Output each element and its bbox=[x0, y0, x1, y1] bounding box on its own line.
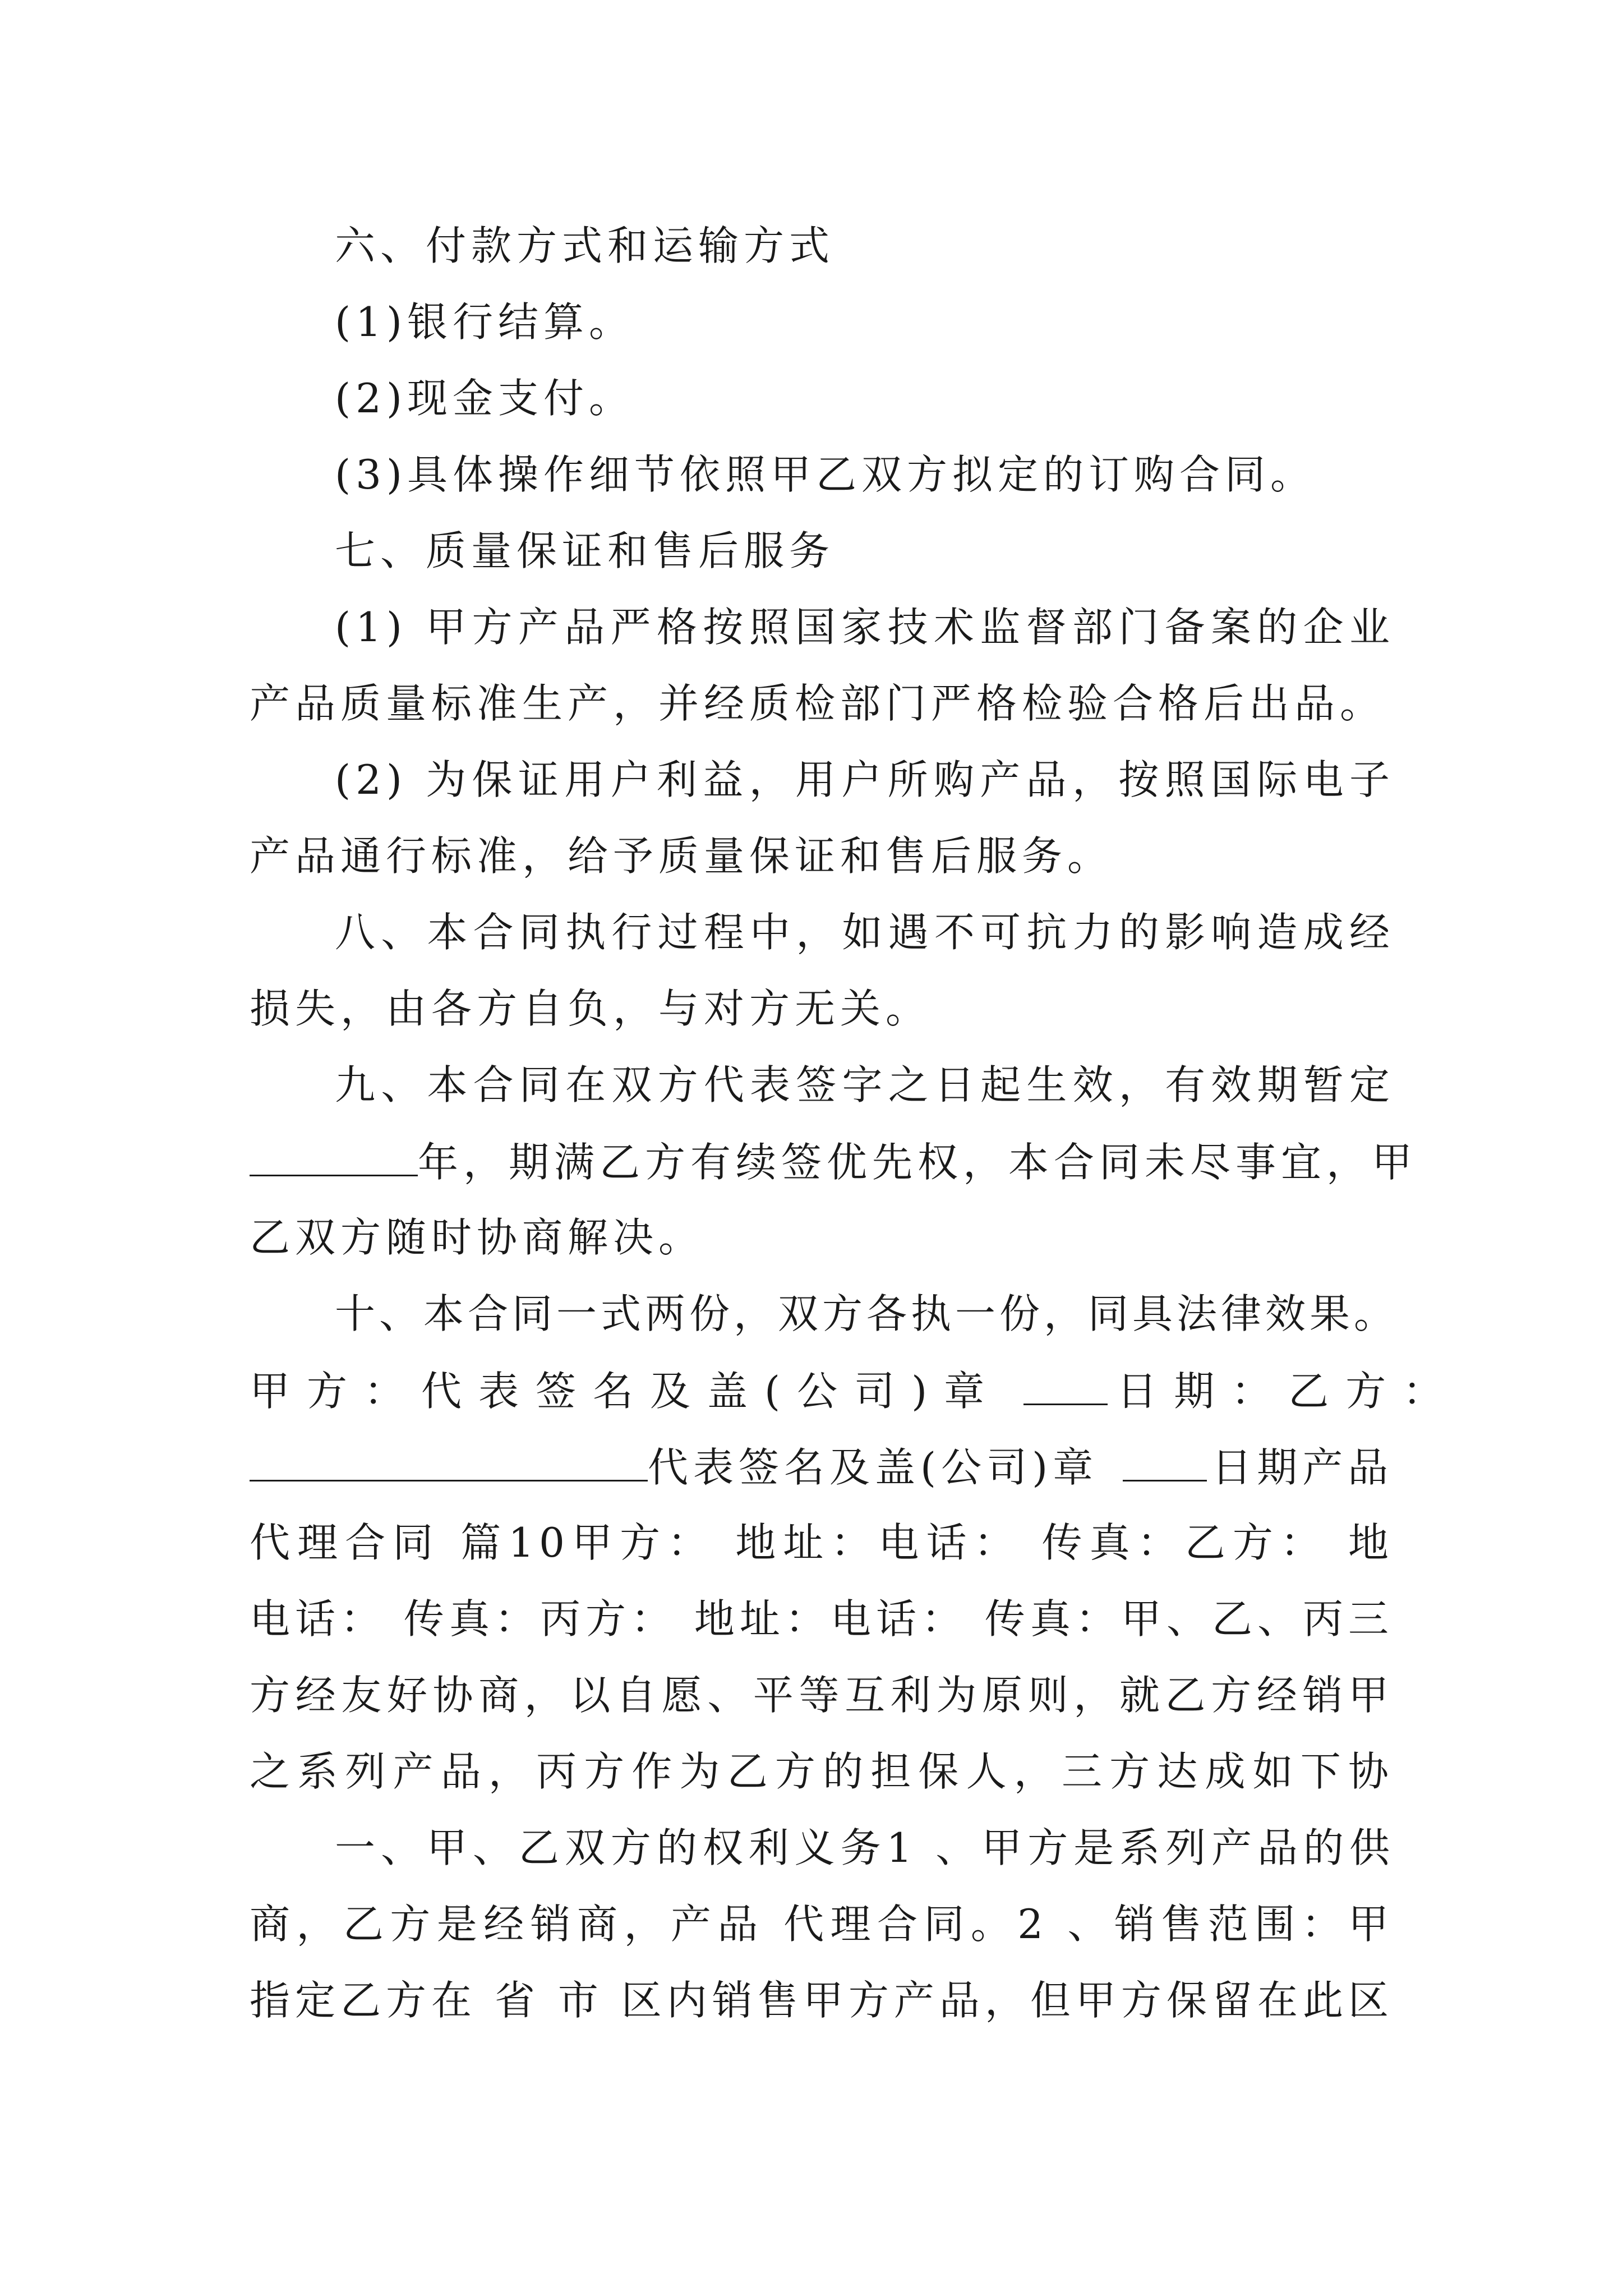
date-party-b-label: 日期：乙方： bbox=[1117, 1368, 1460, 1415]
paragraph-line: 方经友好协商，以自愿、平等互利为原则，就乙方经销甲 bbox=[250, 1672, 1394, 1719]
date-label: 日期产品 bbox=[1211, 1444, 1394, 1491]
paragraph-line: (2) 为保证用户利益，用户所购产品，按照国际电子 bbox=[335, 756, 1395, 803]
party-b-signature-label: 代表签名及盖(公司)章 bbox=[648, 1444, 1099, 1491]
paragraph-line: 电话： 传真：丙方： 地址：电话： 传真：甲、乙、丙三 bbox=[250, 1595, 1394, 1642]
signature-line-a bbox=[250, 1363, 1460, 1417]
paragraph-line: 损失，由各方自负，与对方无关。 bbox=[250, 985, 932, 1032]
paragraph-line: (1)银行结算。 bbox=[335, 298, 634, 346]
fill-in-blank bbox=[250, 1439, 648, 1481]
paragraph-line: 一、甲、乙双方的权利义务1 、甲方是系列产品的供 bbox=[335, 1824, 1395, 1871]
fill-in-blank bbox=[1123, 1439, 1207, 1481]
fill-in-blank bbox=[1023, 1363, 1108, 1405]
paragraph-line: (1) 甲方产品严格按照国家技术监督部门备案的企业 bbox=[335, 604, 1395, 651]
paragraph-line: 产品质量标准生产，并经质检部门严格检验合格后出品。 bbox=[250, 680, 1386, 727]
paragraph-line: 产品通行标准，给予质量保证和售后服务。 bbox=[250, 832, 1113, 880]
paragraph-line: 八、本合同执行过程中，如遇不可抗力的影响造成经 bbox=[335, 909, 1395, 956]
fill-in-blank bbox=[250, 1134, 418, 1176]
paragraph-line: 商，乙方是经销商，产品 代理合同。2 、销售范围：甲 bbox=[250, 1901, 1394, 1948]
paragraph-line-with-blank bbox=[250, 1134, 1418, 1188]
section-heading: 六、付款方式和运输方式 bbox=[335, 222, 835, 269]
party-a-signature-label: 甲方：代表签名及盖(公司)章 bbox=[250, 1368, 1002, 1415]
paragraph-text: 年，期满乙方有续签优先权，本合同未尽事宜，甲 bbox=[418, 1139, 1418, 1186]
paragraph-line: 十、本合同一式两份，双方各执一份，同具法律效果。 bbox=[335, 1290, 1399, 1337]
paragraph-line: (2)现金支付。 bbox=[335, 375, 634, 422]
paragraph-line: 指定乙方在 省 市 区内销售甲方产品，但甲方保留在此区 bbox=[250, 1977, 1394, 2024]
section-heading: 七、质量保证和售后服务 bbox=[335, 527, 835, 574]
paragraph-line: 乙双方随时协商解决。 bbox=[250, 1214, 704, 1261]
paragraph-line: 九、本合同在双方代表签字之日起生效，有效期暂定 bbox=[335, 1061, 1395, 1108]
paragraph-line: 代理合同 篇10甲方： 地址：电话： 传真：乙方： 地 bbox=[250, 1519, 1394, 1566]
paragraph-line: 之系列产品，丙方作为乙方的担保人，三方达成如下协 bbox=[250, 1748, 1394, 1795]
paragraph-line: (3)具体操作细节依照甲乙双方拟定的订购合同。 bbox=[335, 451, 1316, 498]
signature-line-b bbox=[250, 1439, 1394, 1493]
